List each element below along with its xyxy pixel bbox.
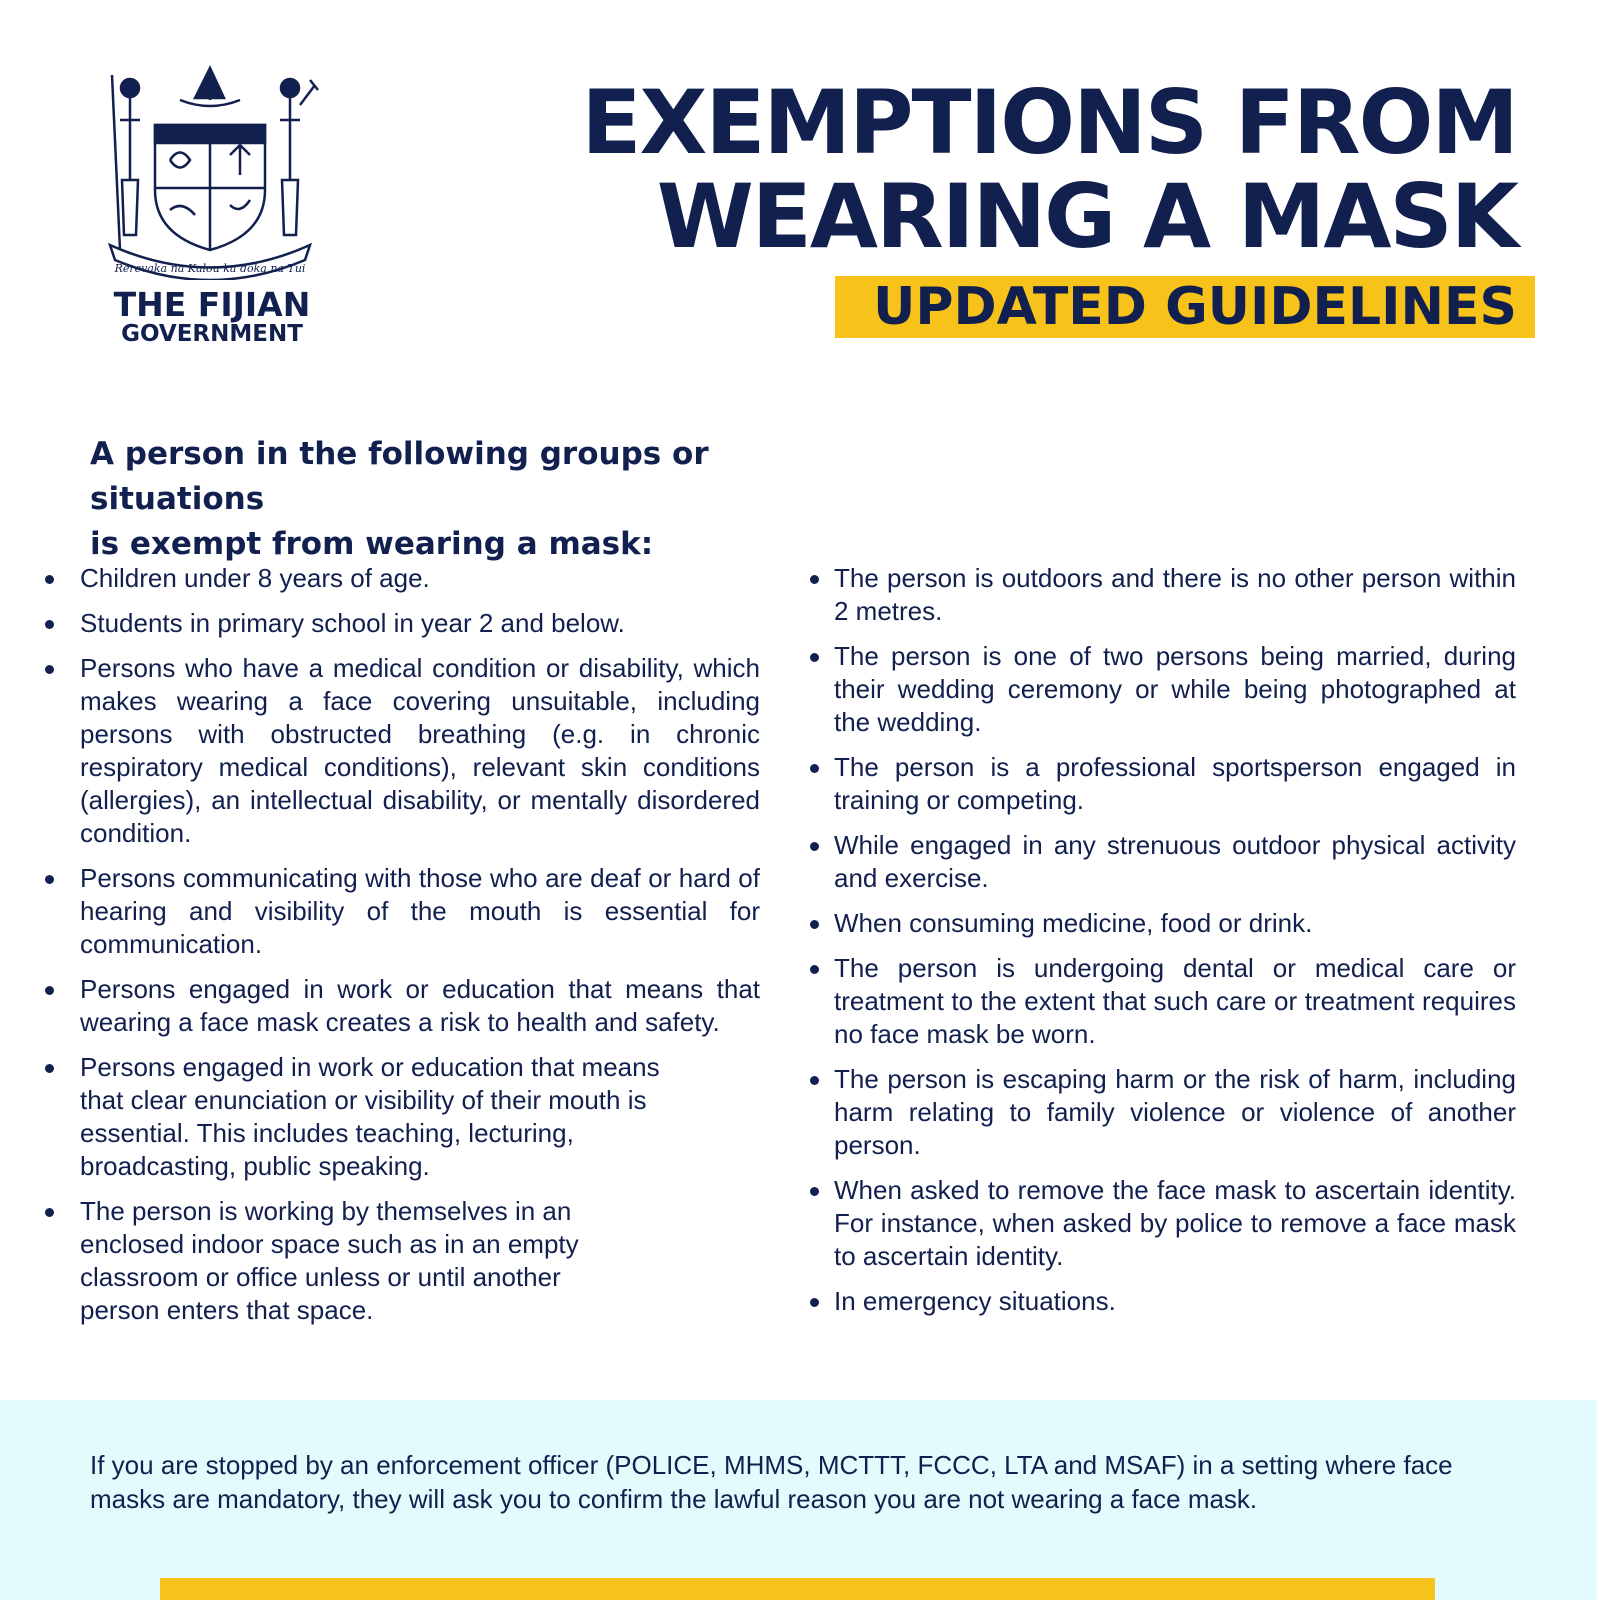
bullet-icon — [810, 1298, 819, 1307]
bullet-icon — [810, 653, 819, 662]
list-item — [808, 751, 1516, 817]
bullet-icon — [810, 575, 819, 584]
list-item — [808, 1063, 1516, 1162]
bullet-icon — [810, 1187, 819, 1196]
bullet-icon — [45, 575, 54, 584]
list-item-text: The person is a professional sportsperson engaged in training or competing. — [834, 752, 1516, 815]
bullet-icon — [810, 764, 819, 773]
list-item — [40, 862, 760, 961]
page-title-line2: WEARING A MASK — [656, 165, 1517, 268]
bullet-icon — [45, 1064, 54, 1073]
list-item-text: The person is escaping harm or the risk of harm, including harm relating to family violence or violence of another person. — [834, 1064, 1516, 1160]
list-item-text: When consuming medicine, food or drink. — [834, 908, 1313, 938]
list-item-text: The person is outdoors and there is no other person within 2 metres. — [834, 563, 1516, 626]
government-name-line2: GOVERNMENT — [121, 321, 303, 347]
list-item — [40, 1195, 760, 1327]
fiji-coat-of-arms-icon — [100, 60, 320, 280]
list-item — [808, 829, 1516, 895]
list-item — [40, 562, 760, 595]
bullet-icon — [45, 875, 54, 884]
page-title-line1: EXEMPTIONS FROM — [581, 71, 1517, 174]
list-item-text: Persons engaged in work or education that means that wearing a face mask creates a risk to health and safety. — [80, 974, 760, 1037]
government-name-line1: THE FIJIAN — [113, 285, 311, 324]
bullet-icon — [45, 1208, 54, 1217]
bullet-icon — [45, 620, 54, 629]
list-item-text: Children under 8 years of age. — [80, 563, 430, 593]
footer-accent-bar — [160, 1578, 1435, 1600]
bullet-icon — [45, 986, 54, 995]
bullet-icon — [45, 665, 54, 674]
list-item — [808, 952, 1516, 1051]
list-item-text: The person is working by themselves in an enclosed indoor space such as in an empty classroom or office unless or until another person enters that space. — [80, 1196, 579, 1325]
exemption-list-left — [40, 562, 760, 1339]
list-item — [40, 1051, 760, 1183]
intro-line2: is exempt from wearing a mask: — [90, 526, 654, 562]
list-item — [808, 1285, 1516, 1318]
intro-heading — [90, 432, 890, 567]
government-name — [112, 285, 312, 347]
list-item-text: Students in primary school in year 2 and below. — [80, 608, 625, 638]
list-item — [40, 652, 760, 850]
list-item — [40, 607, 760, 640]
subtitle-text: UPDATED GUIDELINES — [873, 277, 1517, 337]
bullet-icon — [810, 842, 819, 851]
motto-text: Rerevaka na Kalou ka doka na Tui — [114, 262, 306, 275]
bullet-icon — [810, 1076, 819, 1085]
list-item — [808, 562, 1516, 628]
list-item-text: The person is undergoing dental or medical care or treatment to the extent that such care or treatment requires no face mask be worn. — [834, 953, 1516, 1049]
list-item-text: Persons engaged in work or education that means that clear enunciation or visibility of their mouth is essential. This includes teaching, lecturing, broadcasting, public speaking. — [80, 1052, 660, 1181]
list-item-text: The person is one of two persons being married, during their wedding ceremony or while being photographed at the wedding. — [834, 641, 1516, 737]
list-item — [40, 973, 760, 1039]
list-item-text: While engaged in any strenuous outdoor physical activity and exercise. — [834, 830, 1516, 893]
list-item-text: In emergency situations. — [834, 1286, 1116, 1316]
list-item — [808, 1174, 1516, 1273]
list-item — [808, 907, 1516, 940]
list-item — [808, 640, 1516, 739]
subtitle-banner — [835, 276, 1535, 338]
list-item-text: Persons who have a medical condition or disability, which makes wearing a face covering unsuitable, including persons with obstructed breathing (e.g. in chronic respiratory medical conditions), relevant skin conditions (allergies), an intellectual disability, or mentally disordered condition. — [80, 653, 760, 848]
page-title — [581, 71, 1517, 268]
intro-line1: A person in the following groups or situations — [90, 436, 709, 517]
bullet-icon — [810, 920, 819, 929]
enforcement-notice: If you are stopped by an enforcement officer (POLICE, MHMS, MCTTT, FCCC, LTA and MSAF) in a setting where face masks are mandatory, they will ask you to confirm the lawful reason you are not wearing a face mask. — [90, 1450, 1453, 1514]
footer-panel — [0, 1400, 1597, 1600]
exemption-list-right — [808, 562, 1516, 1330]
list-item-text: Persons communicating with those who are deaf or hard of hearing and visibility of the mouth is essential for communication. — [80, 863, 760, 959]
bullet-icon — [810, 965, 819, 974]
list-item-text: When asked to remove the face mask to ascertain identity. For instance, when asked by police to remove a face mask to ascertain identity. — [834, 1175, 1516, 1271]
